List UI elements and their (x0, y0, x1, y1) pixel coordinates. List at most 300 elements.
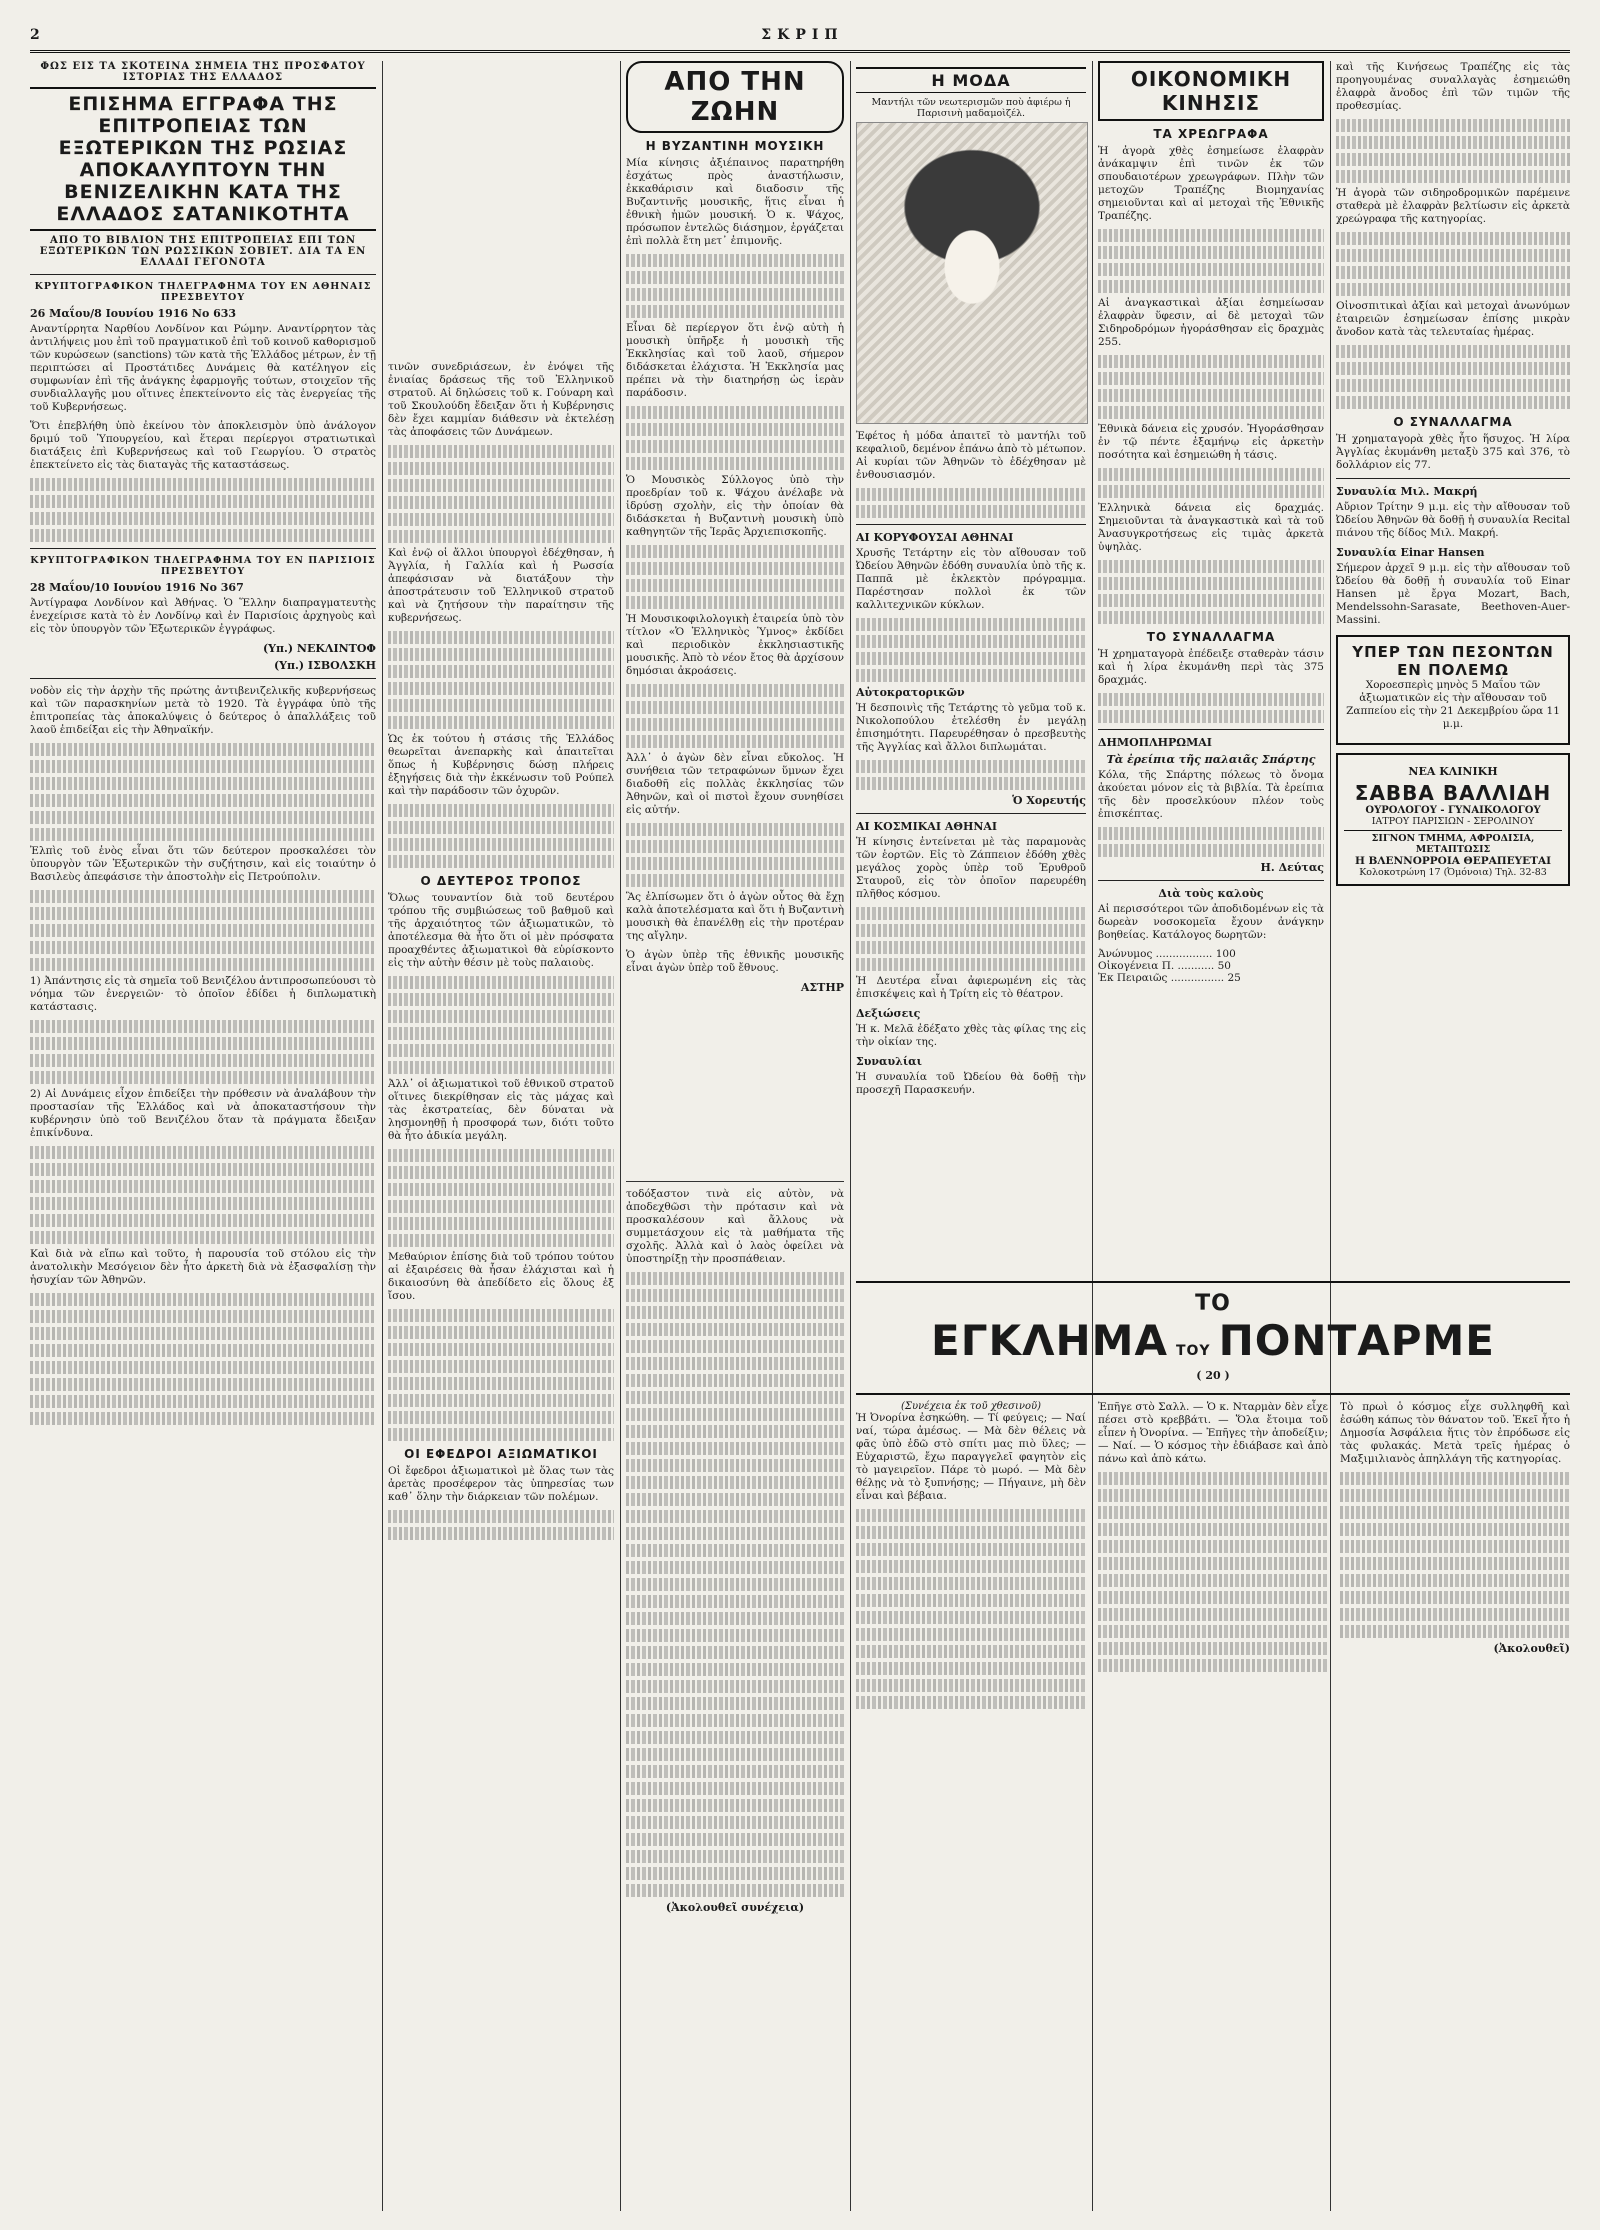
article-paragraph: Ἀλλ᾽ οἱ ἀξιωματικοὶ τοῦ ἐθνικοῦ στρατοῦ οἵτινες διεκρίθησαν εἰς τὰς μάχας καὶ τὰς ἐκστρατείας, δὲν δύναται νὰ λησμονηθῇ ἡ προσφορά των, διότι τοῦτο θὰ ἦτο ἀδικία μεγάλη. (388, 1078, 614, 1142)
text-filler (30, 743, 376, 756)
text-filler (30, 512, 376, 525)
divider (1098, 880, 1324, 881)
article-paragraph: Ἐθνικὰ δάνεια εἰς χρυσόν. Ἠγοράσθησαν ἐν τῷ πέντε ἐξαμήνῳ εἰς ἀρκετὴν ποσότητα καὶ ἐσημειώθη ἡ τάσις. (1098, 423, 1324, 461)
ad-kicker: ΝΕΑ ΚΛΙΝΙΚΗ (1408, 765, 1498, 778)
clinic-ad (1336, 753, 1570, 886)
article-paragraph: Ἡ χρηματαγορὰ χθὲς ἦτο ἥσυχος. Ἡ λίρα Ἀγγλίας ἐκυμάνθη μεταξὺ 375 καὶ 376, τὸ δολλάριον εἰς 77. (1336, 433, 1570, 471)
section-title: Αὐτοκρατορικῶν (856, 686, 965, 699)
text-filler (1098, 611, 1324, 624)
text-filler (626, 1595, 844, 1608)
text-filler (1098, 485, 1324, 498)
article-paragraph: Ἡ συναυλία τοῦ Ὠδείου θὰ δοθῇ τὴν προσεχῆ Παρασκευήν. (856, 1071, 1086, 1096)
serial-col (1340, 1401, 1570, 1713)
text-filler (626, 1408, 844, 1421)
text-filler (626, 1714, 844, 1727)
text-filler (388, 1360, 614, 1373)
article-paragraph: τοδόξαστον τινὰ εἰς αὐτὸν, νὰ ἀποδεχθῶσι τὴν πρότασιν καὶ νὰ προσκαλέσουν καὶ ἄλλους νὰ συμμετάσχουν εἰς τὰ μαθήματα τῆς σχολῆς. Ἀλλὰ καὶ ὁ λαὸς ὀφείλει νὰ ὑποστηρίξῃ τὴν προσπάθειαν. (626, 1188, 844, 1265)
economy-banner: ΟΙΚΟΝΟΜΙΚΗ ΚΙΝΗΣΙΣ (1098, 61, 1324, 121)
text-filler (856, 1662, 1086, 1675)
text-filler (626, 1459, 844, 1472)
article-paragraph: νοδὸν εἰς τὴν ἀρχὴν τῆς πρώτης ἀντιβενιζελικῆς κυβερνήσεως καὶ τῶν παρασκηνίων μετὰ τὸ 1920. Τὰ ἐγγράφα ὑπὸ τῆς ἐπιτροπείας τὰς ἀποκαλύψεις ὁ δεύτερος ὁ ἀπαλλάξεις τοῦ λαοῦ ἐπιδείξαι εἰς τὴν Ἀθηναϊκήν. (30, 685, 376, 736)
text-filler (626, 1697, 844, 1710)
text-filler (30, 890, 376, 903)
article-paragraph: Ἡ Δευτέρα εἶναι ἀφιερωμένη εἰς τὰς ἐπισκέψεις καὶ ἡ Τρίτη εἰς τὸ θέατρον. (856, 975, 1086, 1000)
text-filler (1098, 229, 1324, 242)
text-filler (30, 1037, 376, 1050)
serial-paragraph: Ἡ Ὀνορίνα ἐσηκώθη. — Τί φεύγεις; — Ναί ναί, τώρα ἀμέσως. — Μὰ δὲν θέλεις νὰ φᾶς ὑπὸ ἐδῶ στὸ σπίτι μας πιὸ ὕλες; — Εὐχαριστῶ, ἔχω παραγγελεῖ φαγητὸν εἰς τὸ μαγειρεῖον. Πάρε τὸ μωρό. — Μὰ δὲν θέλῃς νὰ τὸ ξυπνήσῃς; — Πήγαινε, μὴ δὲν εἶναι καὶ βέβαια. (856, 1412, 1086, 1502)
text-filler (1340, 1557, 1570, 1570)
serial-col (856, 1401, 1086, 1713)
text-filler (30, 1310, 376, 1323)
serial-installment: ( 20 ) (1196, 1369, 1230, 1382)
text-filler (1336, 119, 1570, 132)
divider (856, 524, 1086, 525)
ad-title: ΥΠΕΡ ΤΩΝ ΠΕΣΟΝΤΩΝ ΕΝ ΠΟΛΕΜΩ (1352, 643, 1554, 679)
section-title: ΚΡΥΠΤΟΓΡΑΦΙΚΟΝ ΤΗΛΕΓΡΑΦΗΜΑ ΤΟΥ ΕΝ ΠΑΡΙΣΙΟΙΣ ΠΡΕΣΒΕΥΤΟΥ (30, 555, 376, 577)
text-filler (856, 635, 1086, 648)
text-filler (856, 505, 1086, 518)
text-filler (30, 1071, 376, 1084)
memorial-ad (1336, 635, 1570, 745)
text-filler (388, 1527, 614, 1540)
divider (1098, 729, 1324, 730)
text-filler (626, 1510, 844, 1523)
column-2-top-spacer (388, 61, 614, 361)
article-paragraph: Ἐφέτος ἡ μόδα ἀπαιτεῖ τὸ μαντήλι τοῦ κεφαλιοῦ, δεμένον ἐπάνω ἀπὸ τὸ μέτωπον. Αἱ κυρίαι τῶν Ἀθηνῶν τὸ ἐδέχθησαν μὲ ἐνθουσιασμόν. (856, 430, 1086, 481)
serial-section (856, 1281, 1570, 2211)
text-filler (626, 406, 844, 419)
divider (30, 678, 376, 679)
text-filler (626, 1442, 844, 1455)
text-filler (388, 1166, 614, 1179)
text-filler (626, 596, 844, 609)
text-filler (30, 958, 376, 971)
ad-line: ΣΙΓΝΟΝ ΤΜΗΜΑ, ΑΦΡΟΔΙΣΙΑ, ΜΕΤΑΠΤΩΣΙΣ (1344, 830, 1562, 855)
signature: (Υπ.) ΙΣΒΟΛΣΚΗ (273, 659, 376, 672)
article-paragraph: Ὁ ἀγὼν ὑπὲρ τῆς ἐθνικῆς μουσικῆς εἶναι ἀγὼν ὑπὲρ τοῦ ἔθνους. (626, 949, 844, 974)
main-headline: ΕΠΙΣΗΜΑ ΕΓΓΡΑΦΑ ΤΗΣ ΕΠΙΤΡΟΠΕΙΑΣ ΤΩΝ ΕΞΩΤΕΡΙΚΩΝ ΤΗΣ ΡΩΣΙΑΣ ΑΠΟΚΑΛΥΠΤΟΥΝ ΤΗΝ ΒΕΝΙΖΕΛΙΚΗΝ ΚΑΤΑ ΤΗΣ ΕΛΛΑΔΟΣ ΣΑΤΑΝΙΚΟΤΗΤΑ (30, 87, 376, 231)
text-filler (30, 1327, 376, 1340)
text-filler (1098, 406, 1324, 419)
serial-title-box (856, 1281, 1570, 1395)
text-filler (30, 1293, 376, 1306)
article-paragraph: Ὡς ἐκ τούτου ἡ στάσις τῆς Ἑλλάδος θεωρεῖται ἀνεπαρκὴς καὶ ἀπαιτεῖται ὅπως ἡ Κυβέρνησις δώσῃ πλήρεις ἐξηγήσεις διὰ τὴν ἐκκένωσιν τοῦ Ρούπελ καὶ τὴν παράδοσιν τῶν ὀχυρῶν. (388, 733, 614, 797)
text-filler (388, 993, 614, 1006)
column-rule (382, 61, 383, 2211)
text-filler (1340, 1523, 1570, 1536)
text-filler (856, 1560, 1086, 1573)
signature: Η. Δεύτας (1260, 861, 1324, 874)
paper-name: ΣΚΡΙΠ (761, 27, 844, 43)
fashion-portrait-image (856, 122, 1088, 424)
article-paragraph: Μία κίνησις ἀξιέπαινος παρατηρήθη ἐσχάτως πρὸς ἀναστήλωσιν, ἐκκαθάρισιν καὶ διαδοσιν τῆς Βυζαντινῆς μουσικῆς, ἥτις εἶναι ἡ ἐθνικὴ ἡμῶν μουσική. Ὁ κ. Ψάχος, πρόσωπον ἐντελῶς διάσημον, ἐργάζεται ἐπὶ πολλὰ ἔτη μετ᾽ ἐπιμονῆς. (626, 157, 844, 247)
text-filler (1098, 560, 1324, 573)
article-paragraph: Καὶ διὰ νὰ εἴπω καὶ τοῦτο, ἡ παρουσία τοῦ στόλου εἰς τὴν ἀνατολικὴν Μεσόγειον δὲν ἦτο ἀρκετὴ διὰ νὰ ἐξασφαλίσῃ τὴν ἡσυχίαν τῶν Ἀθηνῶν. (30, 1248, 376, 1286)
text-filler (856, 1628, 1086, 1641)
text-filler (388, 513, 614, 526)
text-filler (1340, 1608, 1570, 1621)
text-filler (626, 735, 844, 748)
text-filler (856, 777, 1086, 790)
text-filler (1340, 1574, 1570, 1587)
text-filler (856, 652, 1086, 665)
text-filler (30, 811, 376, 824)
article-title: Η ΒΥΖΑΝΤΙΝΗ ΜΟΥΣΙΚΗ (645, 139, 825, 153)
article-paragraph: Ἀντίγραφα Λονδίνον καὶ Ἀθήνας. Ὁ Ἕλλην διαπραγματευτὴς ἐνεχείρισε κατὰ τὸ ἐν Λονδίνῳ καὶ ἐν Παρισίοις ἀρχηγοὺς καὶ εἰς τὸν ὑπουργὸν τῶν Ἐξωτερικῶν ἐγγράφως. (30, 597, 376, 635)
text-filler (856, 1645, 1086, 1658)
text-filler (626, 1544, 844, 1557)
serial-kicker: (Συνέχεια ἐκ τοῦ χθεσινοῦ) (901, 1401, 1041, 1412)
ad-address: Κολοκοτρώνη 17 (Ὀμόνοια) Τηλ. 32-83 (1359, 867, 1547, 878)
text-filler (388, 1326, 614, 1339)
text-filler (388, 665, 614, 678)
text-filler (626, 1357, 844, 1370)
donation-line: Οἰκογένεια Π. ........... 50 (1098, 960, 1231, 972)
text-filler (1098, 468, 1324, 481)
article-paragraph: Ἡ Μουσικοφιλολογικὴ ἐταιρεία ὑπὸ τὸν τίτλον «Ὁ Ἑλληνικὸς Ὑμνος» ἐκδίδει καὶ περιοδικὸν ἐκκλησιαστικῆς μουσικῆς. Ἀπὸ τὸ νέον ἔτος θὰ ἀρχίσουν δημόσιαι ἀκροάσεις. (626, 613, 844, 677)
text-filler (1336, 379, 1570, 392)
text-filler (388, 1394, 614, 1407)
subheadline: ΑΠΟ ΤΟ ΒΙΒΛΙΟΝ ΤΗΣ ΕΠΙΤΡΟΠΕΙΑΣ ΕΠΙ ΤΩΝ ΕΞΩΤΕΡΙΚΩΝ ΤΩΝ ΡΩΣΣΙΚΩΝ ΣΟΒΙΕΤ. ΔΙΑ ΤΑ ΕΝ ΕΛΛΑΔΙ ΓΕΓΟΝΟΤΑ (39, 235, 367, 268)
text-filler (30, 941, 376, 954)
text-filler (626, 718, 844, 731)
text-filler (856, 1526, 1086, 1539)
signature: (Υπ.) ΝΕΚΛΙΝΤΟΦ (262, 642, 376, 655)
text-filler (856, 1543, 1086, 1556)
article-paragraph: Ὅτι ἐπεβλήθη ὑπὸ ἐκείνου τὸν ἀποκλεισμὸν ὑπὸ ἀνάλογον δριμύ τοῦ Ὑπουργείου, καὶ ἕτεραι περίεργοι στρατιωτικαὶ διατάξεις ἐπὶ Κυβερνήσεως καὶ τοῦ Γεωργίου. Ὁ στρατὸς ἐπεκτείνετο εἰς τὰς διαταγὰς τῆς καταστάσεως. (30, 420, 376, 471)
masthead-spacer (1565, 27, 1570, 43)
text-filler (626, 545, 844, 558)
text-filler (1098, 1557, 1328, 1570)
text-filler (626, 1561, 844, 1574)
text-filler (388, 1217, 614, 1230)
text-filler (1098, 1506, 1328, 1519)
text-filler (626, 1493, 844, 1506)
article-paragraph: Κόλα, τῆς Σπάρτης πόλεως τὸ ὄνομα ἀκούεται μόνον εἰς τὰ βιβλία. Τὰ ἐρείπια τῆς δὲν προσελκύουν πλέον τοὺς ἐπισκέπτας. (1098, 769, 1324, 820)
text-filler (30, 478, 376, 491)
serial-paragraph: Ἐπῆγε στὸ Σαλλ. — Ὁ κ. Νταρμὰν δὲν εἶχε πέσει στὸ κρεββάτι. — Ὅλα ἔτοιμα τοῦ εἶπεν ἡ Ὀνορίνα. — Ἐπῆγες τὴν ἀποδείξιν; — Ναί. — Ὁ κόσμος τὴν ἐδιάβασε καὶ ἀπὸ πάνω καὶ ἀπὸ κάτω. (1098, 1401, 1328, 1465)
text-filler (1098, 1659, 1328, 1672)
text-filler (626, 457, 844, 470)
text-filler (388, 976, 614, 989)
divider (30, 548, 376, 549)
text-filler (856, 1611, 1086, 1624)
text-filler (626, 423, 844, 436)
article-paragraph: Καὶ ἐνῷ οἱ ἄλλοι ὑπουργοὶ ἐδέχθησαν, ἡ Ἀγγλία, ἡ Γαλλία καὶ ἡ Ρωσσία ἀπεφάσισαν νὰ διατάξουν τὴν ἀποστράτευσιν τοῦ Ἑλληνικοῦ στρατοῦ καὶ νὰ ζητήσουν τὴν παραίτησιν τῆς κυβερνήσεως. (388, 547, 614, 624)
text-filler (626, 1578, 844, 1591)
article-paragraph: Οἰνοσπιτικαὶ ἀξίαι καὶ μετοχαὶ ἀνωνύμων ἐταιρειῶν ἐσημείωσαν ἐπίσης μικρὰν ἄνοδον κατὰ τὰς τελευταίας ἡμέρας. (1336, 300, 1570, 338)
text-filler (1098, 1540, 1328, 1553)
page-number: 2 (30, 27, 40, 43)
text-filler (1098, 372, 1324, 385)
divider (30, 274, 376, 275)
text-filler (626, 1799, 844, 1812)
text-filler (856, 669, 1086, 682)
text-filler (1098, 389, 1324, 402)
serial-title-small: ΤΟΥ (1175, 1343, 1211, 1359)
article-paragraph: Μεθαύριον ἐπίσης διὰ τοῦ τρόπου τούτου αἱ ἐξαιρέσεις θὰ ἦσαν ἐλάχισται καὶ ἡ δικαιοσύνη θὰ ἀπεδίδετο εἰς ὅλους ἐξ ἴσου. (388, 1251, 614, 1302)
text-filler (1098, 1591, 1328, 1604)
text-filler (1336, 232, 1570, 245)
text-filler (388, 699, 614, 712)
text-filler (856, 941, 1086, 954)
text-filler (626, 1782, 844, 1795)
article-paragraph: Σήμερον ἀρχεῖ 9 μ.μ. εἰς τὴν αἴθουσαν τοῦ Ὠδείου θὰ δοθῇ ἡ συναυλία τοῦ Einar Hansen μὲ ἔργα Mozart, Bach, Mendelssohn-Sarasate, Beethoven-Auer-Massini. (1336, 562, 1570, 626)
article-paragraph: Ἡ ἀγορὰ χθὲς ἐσημείωσε ἐλαφρὰν ἀνάκαμψιν ἐπὶ τινῶν ἐκ τῶν σπουδαιοτέρων χρεωγράφων. Πλὴν τῶν μετοχῶν Τραπέζης Βιομηχανίας σημειοῦνται καὶ αἱ μετοχαὶ τῆς Ἐθνικῆς Τραπέζης. (1098, 145, 1324, 222)
text-filler (626, 1629, 844, 1642)
section-title: Συναυλίαι (856, 1055, 922, 1068)
text-filler (388, 1044, 614, 1057)
text-filler (388, 479, 614, 492)
divider (1336, 478, 1570, 479)
text-filler (388, 1510, 614, 1523)
article-paragraph: Αἱ περισσότεροι τῶν ἀποδιδομένων εἰς τὰ δωρεὰν νοσοκομεῖα ἔχουν ἀνάγκην βοηθείας. Κατάλογος δωρητῶν: (1098, 903, 1324, 941)
text-filler (30, 828, 376, 841)
text-filler (626, 684, 844, 697)
article-paragraph: Ὅλως τουναντίον διὰ τοῦ δευτέρου τρόπου τῆς συμβιώσεως τοῦ βαθμοῦ καὶ τῆς ἀρχαιότητος τῶν ἀξιωματικῶν, τὸ ἀποτέλεσμα θὰ ἦτο ὅτι οἱ μὲν πρόσφατα προαχθέντες ἀξιωματικοὶ θὰ εὑρίσκοντο εἰς τὴν αὐτὴν θέσιν μὲ τοὺς παλαιοὺς. (388, 892, 614, 969)
serial-title-row (856, 1316, 1570, 1365)
article-paragraph: 2) Αἱ Δυνάμεις εἶχον ἐπιδείξει τὴν πρόθεσιν νὰ ἀναλάβουν τὴν προστασίαν τῆς Ἑλλάδος καὶ νὰ ἀποκαταστήσουν τὴν κυβέρνησιν ὑπὸ τοῦ Βενιζέλου ὅταν τὰ πράγματα ἔδειξαν ἐπικίνδυνα. (30, 1088, 376, 1139)
text-filler (388, 445, 614, 458)
article-paragraph: τινῶν συνεδριάσεων, ἐν ἐνόψει τῆς ἐνιαίας δράσεως τῆς τοῦ Ἐλληνικοῦ στρατοῦ. Αἱ δηλώσεις τοῦ κ. Γούναρη καὶ τοῦ Σκουλούδη ἔδειξαν ὅτι ἡ Κυβέρνησις δὲν ἔχει καμμίαν διάθεσιν νὰ ἐκτελέσῃ τὰς ἀποφάσεις τῶν Δυνάμεων. (388, 361, 614, 438)
article-paragraph: Ἐλληνικὰ δάνεια εἰς δραχμάς. Σημειοῦνται τὰ ἀναγκαστικὰ καὶ τὰ τοῦ Ἀνασυγκροτήσεως εἰς τιμὰς ἀρκετὰ ὑψηλὰς. (1098, 502, 1324, 553)
masthead-strip (30, 24, 1570, 53)
text-filler (626, 305, 844, 318)
text-filler (626, 1850, 844, 1863)
serial-paragraph: Τὸ πρωὶ ὁ κόσμος εἶχε συλληφθῆ καὶ ἐσώθη κάπως τὸν θάνατον τοῦ. Ἐκεῖ ἦτο ἡ Δημοσία Ἀσφάλεια ἥτις τὸν ἐπρόδωσε εἰς τὰς φυλακάς. Μετὰ τρεῖς ἡμέρας ὁ Μαξιμιλιανὸς ἀπηλλάγη τῆς κατηγορίας. (1340, 1401, 1570, 1465)
continuation-note: (Ἀκολουθεῖ) (1493, 1642, 1570, 1655)
serial-title-2: ΠΟΝΤΑΡΜΕ (1218, 1316, 1495, 1365)
fashion-title: Η ΜΟΔΑ (856, 67, 1086, 93)
text-filler (626, 823, 844, 836)
serial-label-top: ΤΟ (1195, 1291, 1231, 1316)
text-filler (1336, 396, 1570, 409)
text-filler (856, 760, 1086, 773)
section-subtitle: Τὰ ἐρείπια τῆς παλαιᾶς Σπάρτης (1106, 753, 1316, 766)
article-paragraph: Ὁ Μουσικὸς Σύλλογος ὑπὸ τὴν προεδρίαν τοῦ κ. Ψάχου ἀνέλαβε νὰ ἱδρύσῃ σχολὴν, εἰς τὴν ὁποίαν θὰ διδάσκεται ἡ Βυζαντινὴ μουσικὴ ὑπὸ καθηγητῶν τῆς Ἱερᾶς Ἀρχιεπισκοπῆς. (626, 474, 844, 538)
text-filler (626, 1748, 844, 1761)
text-filler (626, 1272, 844, 1285)
dateline: 28 Μαΐου/10 Ιουνίου 1916 Νο 367 (30, 581, 244, 594)
text-filler (30, 924, 376, 937)
ad-text: Χοροεσπερὶς μηνὸς 5 Μαΐου τῶν ἀξιωματικῶν εἰς τὴν αἴθουσαν τοῦ Ζαππείου εἰς τὴν 21 Δεκεμβρίου ὥρα 11 μ.μ. (1346, 679, 1560, 730)
text-filler (30, 1231, 376, 1244)
text-filler (388, 496, 614, 509)
text-filler (1336, 249, 1570, 262)
text-filler (1098, 594, 1324, 607)
text-filler (856, 907, 1086, 920)
text-filler (30, 1197, 376, 1210)
serial-title: ΕΓΚΛΗΜΑ (931, 1316, 1168, 1365)
section-title: ΤΑ ΧΡΕΩΓΡΑΦΑ (1153, 127, 1269, 141)
section-title: Ο ΣΥΝΑΛΛΑΓΜΑ (1393, 415, 1513, 429)
text-filler (30, 777, 376, 790)
text-filler (1098, 1625, 1328, 1638)
column-4 (856, 61, 1086, 1271)
text-filler (1098, 827, 1324, 840)
text-filler (1098, 710, 1324, 723)
donation-line: Ἐκ Πειραιῶς ................ 25 (1098, 972, 1241, 984)
text-filler (1098, 1642, 1328, 1655)
text-filler (30, 1361, 376, 1374)
article-paragraph: καὶ τῆς Κινήσεως Τραπέζης εἰς τὰς προηγουμένας συναλλαγὰς ἐσημειώθη ἐλαφρὰ ἄνοδος ἐπὶ τῶν τιμῶν τῆς προθεσμίας. (1336, 61, 1570, 112)
divider (856, 813, 1086, 814)
text-filler (388, 682, 614, 695)
text-filler (1336, 266, 1570, 279)
text-filler (1098, 355, 1324, 368)
article-paragraph: Εἶναι δὲ περίεργον ὅτι ἐνῷ αὐτὴ ἡ μουσικὴ ὑπῆρξε ἡ μουσικὴ τῆς Ἐκκλησίας καὶ τοῦ λαοῦ, σήμερον διδάσκεται ἐλάχιστα. Ἡ Ἐκκλησία μας πρέπει νὰ τὴν διατηρήσῃ ὡς ἱερὰν παράδοσιν. (626, 322, 844, 399)
text-filler (30, 794, 376, 807)
text-filler (388, 1010, 614, 1023)
text-filler (856, 924, 1086, 937)
text-filler (1098, 693, 1324, 706)
text-filler (856, 618, 1086, 631)
article-paragraph: 1) Ἀπάντησις εἰς τὰ σημεῖα τοῦ Βενιζέλου ἀντιπροσωπεύουσι τὸ νόημα τῶν ἐνεργειῶν· τὸ ὁποῖον ἐδίδει ἡ διπλωματικὴ κατάστασις. (30, 975, 376, 1013)
column-1 (30, 61, 376, 2211)
section-title: Ο ΔΕΥΤΕΡΟΣ ΤΡΟΠΟΣ (420, 874, 582, 888)
text-filler (388, 1183, 614, 1196)
text-filler (626, 1527, 844, 1540)
text-filler (626, 1663, 844, 1676)
section-title: ΚΡΥΠΤΟΓΡΑΦΙΚΟΝ ΤΗΛΕΓΡΑΦΗΜΑ ΤΟΥ ΕΝ ΑΘΗΝΑΙΣ ΠΡΕΣΒΕΥΤΟΥ (34, 281, 372, 303)
text-filler (626, 1765, 844, 1778)
column-3-lower (626, 1181, 844, 1914)
text-filler (626, 562, 844, 575)
text-filler (30, 1344, 376, 1357)
text-filler (388, 804, 614, 817)
article-paragraph: Αναντίρρητα Ναρθίου Λονδίνον και Ρώμην. Αναντίρρητον τὰς ἀντιλήψεις μου ἐπὶ τοῦ πραγματικοῦ ἐπὶ τοῦ κοινοῦ καθορισμοῦ τῶν κυρώσεων (sanctions) τῶν κατὰ τῆς Ἑλλάδος μέτρων, ἐν τῇ περιπτώσει αἱ Προστάτιδες Δυνάμεις θὰ κατέληγον εἰς συμφωνίαν ἐπὶ τῆς ἀνάγκης ἐφαρμογῆς τούτων, στοιχεῖον τῆς συνδιαλλαγῆς μου οἵτινες ἐπεκτείνοντο εἰς τὰς ἐνεργείας τῆς τοῦ Κυβερνήσεως. (30, 323, 376, 413)
text-filler (856, 1696, 1086, 1709)
text-filler (856, 1509, 1086, 1522)
text-filler (1336, 283, 1570, 296)
text-filler (856, 1679, 1086, 1692)
column-2 (388, 61, 614, 2211)
text-filler (1098, 577, 1324, 590)
text-filler (1336, 153, 1570, 166)
text-filler (388, 1149, 614, 1162)
text-filler (30, 1054, 376, 1067)
text-filler (1336, 170, 1570, 183)
article-paragraph: Ἡ κ. Μελᾶ ἐδέξατο χθὲς τὰς φίλας της εἰς τὴν οἰκίαν της. (856, 1023, 1086, 1048)
text-filler (388, 1343, 614, 1356)
text-filler (30, 1412, 376, 1425)
text-filler (1098, 844, 1324, 857)
text-filler (626, 701, 844, 714)
text-filler (1098, 1489, 1328, 1502)
text-filler (1340, 1625, 1570, 1638)
serial-columns (856, 1401, 1570, 1713)
text-filler (1340, 1591, 1570, 1604)
article-paragraph: Αὔριον Τρίτην 9 μ.μ. εἰς τὴν αἴθουσαν τοῦ Ὠδείου Ἀθηνῶν θὰ δοθῇ ἡ συναυλία Recital πιάνου τῆς δίδος Μιλ. Μακρή. (1336, 501, 1570, 539)
text-filler (388, 530, 614, 543)
column-5 (1098, 61, 1324, 1271)
text-filler (388, 716, 614, 729)
text-filler (388, 1411, 614, 1424)
dateline: 26 Μαΐου/8 Ιουνίου 1916 Νο 633 (30, 307, 237, 320)
ad-line: Η ΒΛΕΝΝΟΡΡΟΙΑ ΘΕΡΑΠΕΥΕΤΑΙ (1354, 855, 1552, 867)
text-filler (626, 579, 844, 592)
text-filler (856, 1594, 1086, 1607)
ad-line: ΙΑΤΡΟΥ ΠΑΡΙΣΙΩΝ - ΣΕΡΟΛΙΝΟΥ (1371, 816, 1535, 827)
text-filler (1340, 1472, 1570, 1485)
text-filler (388, 648, 614, 661)
text-filler (626, 1476, 844, 1489)
text-filler (626, 1391, 844, 1404)
article-paragraph: Ἡ ἀγορὰ τῶν σιδηροδρομικῶν παρέμεινε σταθερὰ μὲ ἐλαφρὰν βελτίωσιν εἰς ἀρκετὰ χρεώγραφα τῆς κατηγορίας. (1336, 187, 1570, 225)
text-filler (626, 1374, 844, 1387)
text-filler (626, 857, 844, 870)
text-filler (388, 1234, 614, 1247)
section-title: Δεξιώσεις (856, 1007, 921, 1020)
article-paragraph: Οἱ ἔφεδροι ἀξιωματικοὶ μὲ ὅλας των τὰς ἀρετὰς προσέφερον τὰς ὑπηρεσίας των καθ᾽ ὅλην τὴν διάρκειαν τῶν πολέμων. (388, 1465, 614, 1503)
text-filler (388, 1061, 614, 1074)
text-filler (626, 271, 844, 284)
section-title: Συναυλία Einar Hansen (1336, 546, 1485, 559)
text-filler (388, 821, 614, 834)
section-title: ΟΙ ΕΦΕΔΡΟΙ ΑΞΙΩΜΑΤΙΚΟΙ (404, 1447, 598, 1461)
section-title: Συναυλία Μιλ. Μακρή (1336, 485, 1478, 498)
text-filler (1336, 136, 1570, 149)
article-paragraph: Ἡ δεσποινὶς τῆς Τετάρτης τὸ γεῦμα τοῦ κ. Νικολοπούλου ἐτελέσθη ἐν μεγάλῃ ἐπισημότητι. Παρευρέθησαν ὁ πρεσβευτὴς τῆς Ἀγγλίας καὶ ἄλλοι διπλωμάται. (856, 702, 1086, 753)
text-filler (30, 1020, 376, 1033)
text-filler (626, 1680, 844, 1693)
text-filler (388, 1428, 614, 1441)
text-filler (388, 1200, 614, 1213)
text-filler (626, 1867, 844, 1880)
text-filler (30, 495, 376, 508)
serial-col (1098, 1401, 1328, 1713)
headline-kicker: ΦΩΣ ΕΙΣ ΤΑ ΣΚΟΤΕΙΝΑ ΣΗΜΕΙΑ ΤΗΣ ΠΡΟΣΦΑΤΟΥ ΙΣΤΟΡΙΑΣ ΤΗΣ ΕΛΛΑΔΟΣ (40, 61, 366, 83)
continuation-note: (Ἀκολουθεῖ συνέχεια) (665, 1901, 805, 1914)
text-filler (30, 1146, 376, 1159)
article-paragraph: Ἐλπὶς τοῦ ἑνὸς εἶναι ὅτι τῶν δεύτερον προσκαλέσει τὸν ὑπουργὸν τῶν Ἐξωτερικῶν τὴν συζήτησιν, καὶ εἰς τοιαύτην ὁ Βασιλεὺς ἀπεφάσισε τὴν ἀποστολὴν εἰς Πετρούπολιν. (30, 845, 376, 883)
article-paragraph: Ἃς ἐλπίσωμεν ὅτι ὁ ἀγὼν οὗτος θὰ ἔχῃ καλὰ ἀποτελέσματα καὶ ὅτι ἡ Βυζαντινὴ μουσικὴ θὰ ἐπανέλθῃ εἰς τὴν προτέραν της αἴγλην. (626, 891, 844, 942)
text-filler (30, 529, 376, 542)
text-filler (388, 631, 614, 644)
text-filler (856, 1577, 1086, 1590)
text-filler (626, 1884, 844, 1897)
text-filler (626, 288, 844, 301)
text-filler (30, 907, 376, 920)
text-filler (1336, 345, 1570, 358)
ad-line: ΟΥΡΟΛΟΓΟΥ - ΓΥΝΑΙΚΟΛΟΓΟΥ (1365, 805, 1541, 816)
text-filler (1098, 280, 1324, 293)
text-filler (1098, 1574, 1328, 1587)
text-filler (30, 1214, 376, 1227)
text-filler (1340, 1506, 1570, 1519)
text-filler (1098, 246, 1324, 259)
column-6 (1336, 61, 1570, 1271)
signature: ΑΣΤΗΡ (800, 981, 844, 994)
text-filler (626, 254, 844, 267)
column-rule (620, 61, 621, 2211)
article-paragraph: Χρυσῆς Τετάρτην εἰς τὸν αἴθουσαν τοῦ Ὠδείου Ἀθηνῶν ἐδόθη συναυλία ὑπὸ τῆς κ. Παππᾶ μὲ ἐκλεκτὸν πρόγραμμα. Παρέστησαν πολλοὶ ἐκ τῶν καλλιτεχνικῶν κύκλων. (856, 547, 1086, 611)
section-title: ΑΙ ΚΟΡΥΦΟΥΣΑΙ ΑΘΗΝΑΙ (856, 531, 1014, 544)
text-filler (1098, 1472, 1328, 1485)
article-paragraph: Αἱ ἀναγκαστικαὶ ἀξίαι ἐσημείωσαν ἐλαφρὰν ὕφεσιν, αἱ δὲ μετοχαὶ τῶν Σιδηροδρόμων ἠγοράσθησαν εἰς δραχμὰς 255. (1098, 297, 1324, 348)
text-filler (626, 1340, 844, 1353)
section-title: Διὰ τοὺς καλοὺς (1158, 887, 1264, 900)
columns (30, 61, 1570, 2211)
ad-name: ΣΑΒΒΑ ΒΑΛΛΙΔΗ (1354, 781, 1552, 805)
text-filler (626, 1289, 844, 1302)
signature: Ὁ Χορευτής (1012, 794, 1086, 807)
column-rule (850, 61, 851, 2211)
text-filler (626, 1425, 844, 1438)
text-filler (388, 462, 614, 475)
text-filler (1098, 1608, 1328, 1621)
text-filler (626, 440, 844, 453)
